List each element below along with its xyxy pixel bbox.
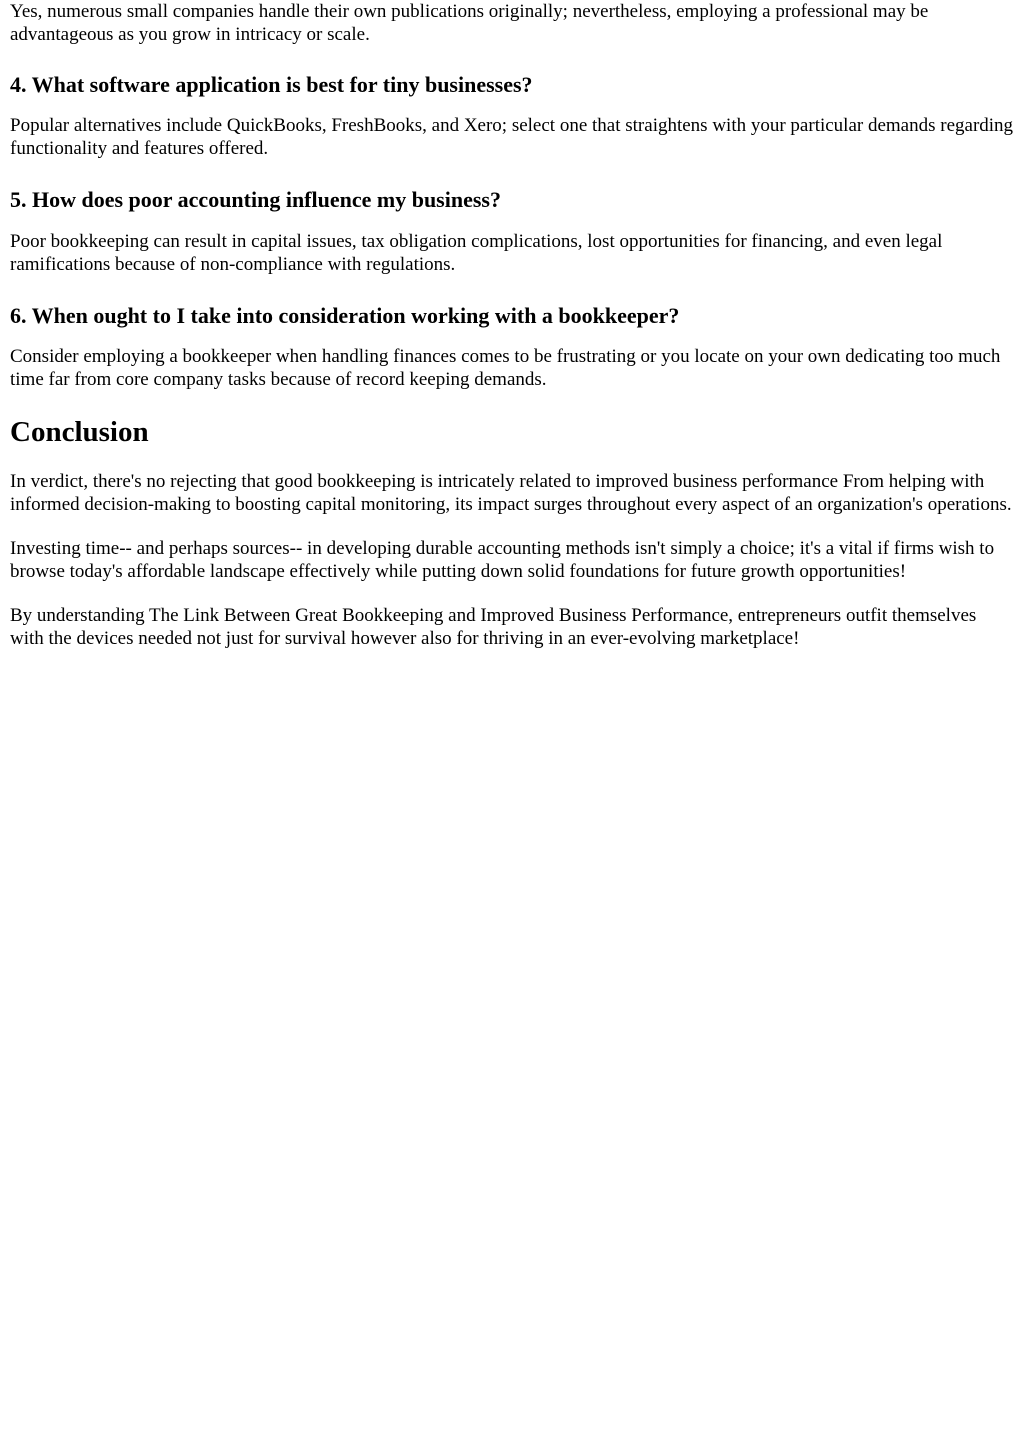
conclusion-paragraph-3: By understanding The Link Between Great Bookkeeping and Improved Business Performance, entrepreneurs outfit themselves with the devices needed not just for survival however also for thriving in an ever-evolving marketplace! [10, 605, 977, 649]
faq-question-4: 4. What software application is best for tiny businesses? [10, 72, 533, 97]
faq-answer-3: Yes, numerous small companies handle their own publications originally; nevertheless, employing a professional may be advantageous as you grow in intricacy or scale. [10, 1, 929, 45]
conclusion-heading: Conclusion [10, 416, 149, 448]
article-body [0, 0, 1024, 650]
faq-answer-4: Popular alternatives include QuickBooks, FreshBooks, and Xero; select one that straightens with your particular demands regarding functionality and features offered. [10, 115, 1014, 159]
conclusion-paragraph-2: Investing time-- and perhaps sources-- in developing durable accounting methods isn't simply a choice; it's a vital if firms wish to browse today's affordable landscape effectively while putting down solid foundations for future growth opportunities! [10, 538, 995, 582]
faq-answer-6: Consider employing a bookkeeper when handling finances comes to be frustrating or you locate on your own dedicating too much time far from core company tasks because of record keeping demands. [10, 346, 1001, 390]
conclusion-paragraph-1: In verdict, there's no rejecting that good bookkeeping is intricately related to improved business performance From helping with informed decision-making to boosting capital monitoring, its impact surges throughout every aspect of an organization's operations. [10, 471, 1012, 515]
faq-question-6: 6. When ought to I take into consideration working with a bookkeeper? [10, 303, 680, 328]
faq-answer-5: Poor bookkeeping can result in capital issues, tax obligation complications, lost opportunities for financing, and even legal ramifications because of non-compliance with regulations. [10, 231, 943, 275]
faq-question-5: 5. How does poor accounting influence my business? [10, 187, 501, 212]
